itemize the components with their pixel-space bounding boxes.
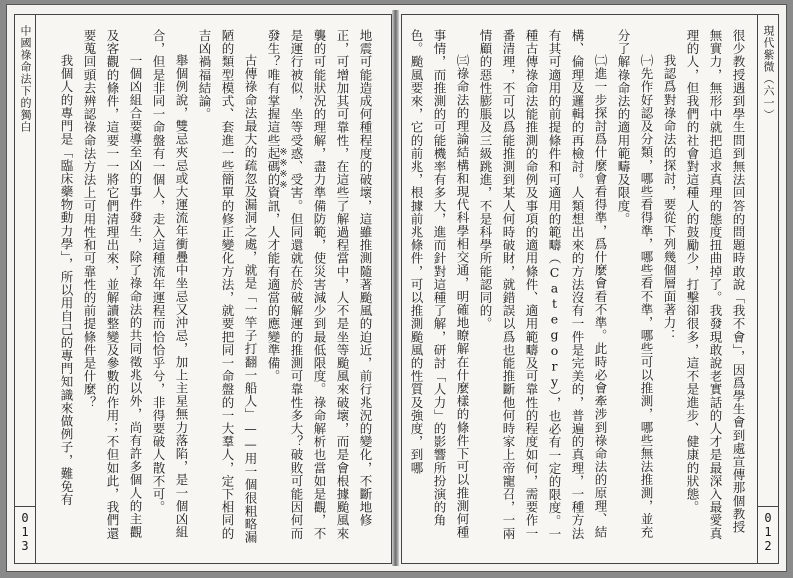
right-body-text — [409, 29, 750, 544]
left-page — [14, 14, 392, 564]
paragraph: ㈢祿命法的理論結構和現代科學相交通，明確地瞭解在什麼樣的條件下可以推測何種事情，而推測的可能機率有多大，進而針對這種了解，研討「人力」的影響所扮演的角色。颱風要來，它的前兆，根據前兆條件，可以推測颱風的性質及強度，到哪 — [409, 29, 470, 539]
left-page-number: 013 — [15, 506, 35, 553]
section-divider-mark: ※※※※ — [278, 147, 289, 191]
paragraph: 古傳祿命法最大的疏忽及漏洞之處，就是「一竿子打翻一船人」——用一個很粗略漏陋的類型模式、套進一些簡單的修正變化方法，就要把同一命盤的一大羣人，定下相同的吉凶禍福結論。 — [197, 29, 258, 544]
left-body-text — [43, 29, 377, 544]
paragraph: ㈡進一步探討爲什麼會看得準，爲什麼會看不準。此時必會牽涉到祿命法的原理、結構、倫理及邏輯的再檢討。人類想出來的方法沒有一件是完美的，普遍的真理，一種方法有其可適用的前提條件和可適用的範疇（Category），也必有一定的限度。一種古傳祿命法能推測的命例及事項的適用條件、適用範疇及可靠性的程度如何，需要作一番清理，不可以爲能推測到某人何時破財，就錯誤以爲也能推斷他何時家上帝寵召，一兩情顧的惡性膨脹及三級跳進，不是科學所能認同的。 — [478, 29, 608, 541]
right-running-head: 現代紫微（六一） — [762, 25, 775, 121]
book-gutter — [392, 10, 399, 566]
paragraph: 舉個例說，雙忌夾忌或大運流年衝疊中坐忌又沖忌，加上主星無力落陷，是一個凶組合，但是非同一命盤有一個人，走入這種流年運程而恰恰乎兮，非得要破人散不可。 — [151, 29, 189, 539]
paragraph: ㈠先作好認及分類，哪些看得準，哪些看不準，哪些可以推測，哪些無法推測，並充分了解祿命法的適用範疇及限度。 — [616, 29, 654, 539]
paragraph: 我認爲對祿命法的探討，要從下列幾個層面著力： — [662, 54, 677, 343]
left-running-head: 中國祿命法下的獨白 — [19, 25, 32, 133]
paragraph: 地震可能造成何種程度的破壞，這雖推測隨著颱風的迫近，前行兆況的變化，不斷地修正，可增加其可靠性，在這些了解過程當中，人不是坐等颱風來破壞，而是會根據颱風來襲的可能狀況的理解，盡力準備防範，使災害減少到最低限度。祿命解析也當如是觀，不是運行被似，坐等受惑、受害。但同還就在於破解運的推測可靠性多大？破敗可能因何而發生？唯有掌握這些起碼的資訊，人才能有適當的應變準備。 — [266, 29, 373, 540]
book-spread — [6, 4, 787, 572]
paragraph: 我個人的專門是「臨床藥物動力學」，所以用自己的專門知識來做例子，難免有 — [59, 54, 74, 507]
right-page-number: 012 — [758, 506, 778, 553]
right-page — [401, 14, 779, 564]
paragraph: 一個凶組合要導至凶的事件發生，除了祿命法的共同徵兆以外，尚有許多個人的主觀及客觀的條件，這要一一將它們清理出來，並解讀整變及參數的作用；不但如此，我們還要蒐回頭去辨認祿命法方法上可用性和可靠性的前提條件是什麼？ — [82, 29, 143, 540]
paragraph: 很少教授遇到學生問到無法回答的問題時敢說「我不會」，因爲學生會到處宣傳那個教授無實力，無形中就把追求真理的態度扭曲掉了。我發現敢說老實話的人才是最深入最愛真理的人，但我們的社會對這種人的鼓勵少，打擊卻很多，這不是進步、健康的狀態。 — [685, 29, 746, 540]
